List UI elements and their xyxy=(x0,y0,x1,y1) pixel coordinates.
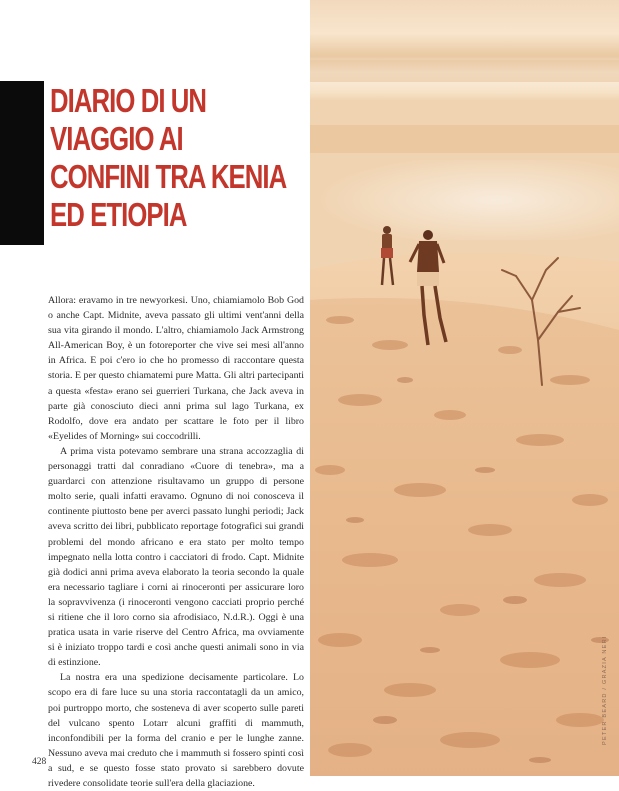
body-paragraph: La nostra era una spedizione decisamente particolare. Lo scopo era di fare luce su una storia raccontatagli da un amico, poi purtroppo morto, che sosteneva di aver scoperto sulle pareti del vulcano spento Lotarr alcuni graffiti di mammuth, inconfondibili per la forma del cranio e per le lunghe zanne. Nessuno aveva mai creduto che i mammuth si fossero spinti così a sud, e se questo fosse stato provato si sarebbero dovute rivedere consolidate teorie sull'era della glaciazione. xyxy=(48,672,304,789)
photo-illustration xyxy=(310,0,619,776)
article-headline xyxy=(50,82,287,234)
photo-credit: PETER BEARD / GRAZIA NERI xyxy=(602,635,608,745)
headline-line: DIARIO DI UN xyxy=(50,82,207,119)
body-paragraph: Allora: eravamo in tre newyorkesi. Uno, chiamiamolo Bob God o anche Capt. Midnite, aveva passato gli ultimi vent'anni della sua vita girando il mondo. L'altro, chiamiamolo Jack Armstrong All-American Boy, è un fotoreporter che vive sei mesi all'anno in Africa. E poi c'ero io che ho promesso di raccontare questa storia. E per questo chiamatemi pure Matta. Gli altri partecipanti a questa «festa» erano sei guerrieri Turkana, che Jack aveva in parte già conosciuto dieci anni prima sul lago Turkana, ex Rodolfo, dove era andato per scattare le foto per il libro «Eyelides of Morning» sui coccodrilli. xyxy=(48,295,304,442)
page-number: 428 xyxy=(32,757,47,767)
body-paragraph: A prima vista potevamo sembrare una strana accozzaglia di personaggi tratti dal conradiano «Cuore di tenebra», ma a guardarci con attenzione risultavamo un gruppo di persone molto serie, quali infatti eravamo. Ognuno di noi conosceva il continente piuttosto bene per averci passato lunghi periodi; Jack aveva scritto dei libri, pubblicato reportage fotografici sui grandi problemi del mondo africano e era stato per molto tempo impegnato nella lotta contro i cacciatori di frodo. Capt. Midnite già dodici anni prima aveva elaborato la teoria secondo la quale era necessario tagliare i corni ai rinoceronti per assicurare loro la sopravvivenza (i rinoceronti vengono cacciati proprio perché si ritiene che il loro corno sia afrodisiaco, N.d.R.). Oggi è una pratica usata in varie riserve del Centro Africa, ma ovviamente si è iniziato troppo tardi e così anche questi animali sono in via di estinzione. xyxy=(48,445,304,669)
headline-line: ED ETIOPIA xyxy=(50,196,187,233)
black-accent-bar xyxy=(0,81,44,245)
article-body xyxy=(48,293,304,791)
headline-line: VIAGGIO AI xyxy=(50,120,183,157)
desert-photograph xyxy=(310,0,619,776)
headline-line: CONFINI TRA KENIA xyxy=(50,158,287,195)
